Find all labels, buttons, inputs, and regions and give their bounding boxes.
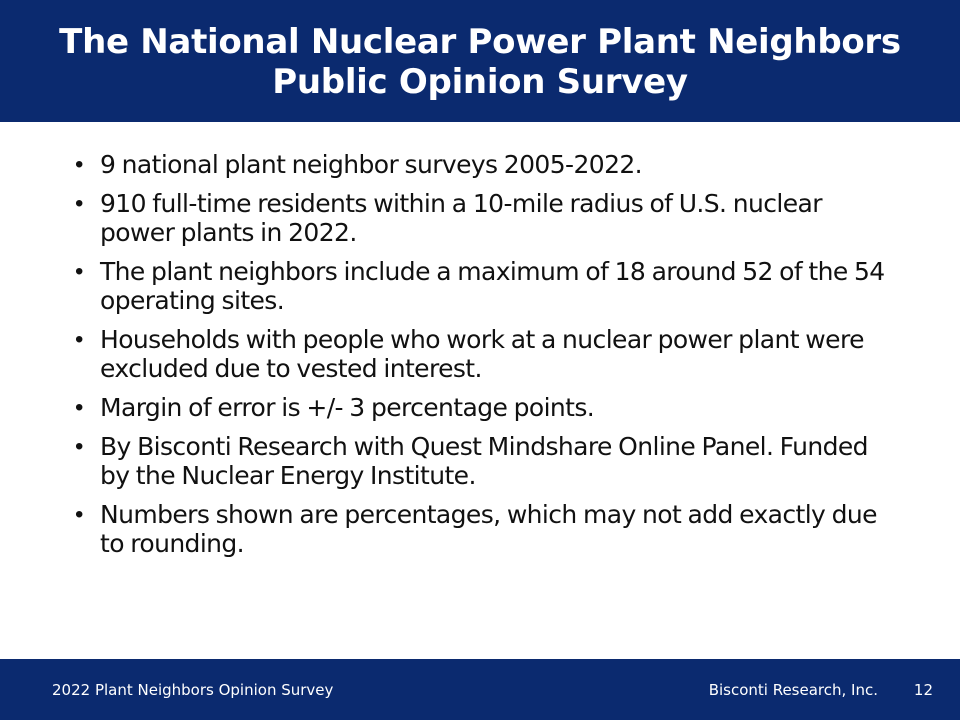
bullet-text: 9 national plant neighbor surveys 2005-2022. xyxy=(100,150,643,179)
bullet-dot-icon: • xyxy=(75,501,84,528)
bullet-text: Margin of error is +/- 3 percentage points. xyxy=(100,393,595,422)
bullet-dot-icon: • xyxy=(75,190,84,217)
slide-title-line-1: The National Nuclear Power Plant Neighbors xyxy=(59,22,901,62)
page-number: 12 xyxy=(913,681,933,699)
slide-footer xyxy=(0,659,960,720)
bullet-dot-icon: • xyxy=(75,258,84,285)
bullet-item xyxy=(70,257,890,315)
bullet-dot-icon: • xyxy=(75,394,84,421)
slide-title-line-2: Public Opinion Survey xyxy=(272,62,688,102)
bullet-text: 910 full-time residents within a 10-mile radius of U.S. nuclear power plants in 2022. xyxy=(100,189,822,247)
bullet-dot-icon: • xyxy=(75,433,84,460)
bullet-text: The plant neighbors include a maximum of 18 around 52 of the 54 operating sites. xyxy=(100,257,885,315)
bullet-dot-icon: • xyxy=(75,151,84,178)
bullet-text: Numbers shown are percentages, which may not add exactly due to rounding. xyxy=(100,500,877,558)
footer-organization: Bisconti Research, Inc. xyxy=(708,681,878,699)
bullet-item xyxy=(70,325,890,383)
footer-survey-title: 2022 Plant Neighbors Opinion Survey xyxy=(52,681,334,699)
bullet-text: By Bisconti Research with Quest Mindshare Online Panel. Funded by the Nuclear Energy Institute. xyxy=(100,432,868,490)
bullet-text: Households with people who work at a nuclear power plant were excluded due to vested interest. xyxy=(100,325,864,383)
bullet-item xyxy=(70,150,890,179)
bullet-item xyxy=(70,432,890,490)
slide-header xyxy=(0,0,960,122)
bullet-list xyxy=(70,150,890,558)
bullet-item xyxy=(70,500,890,558)
bullet-item xyxy=(70,189,890,247)
bullet-item xyxy=(70,393,890,422)
bullet-dot-icon: • xyxy=(75,326,84,353)
slide-body xyxy=(70,150,890,568)
